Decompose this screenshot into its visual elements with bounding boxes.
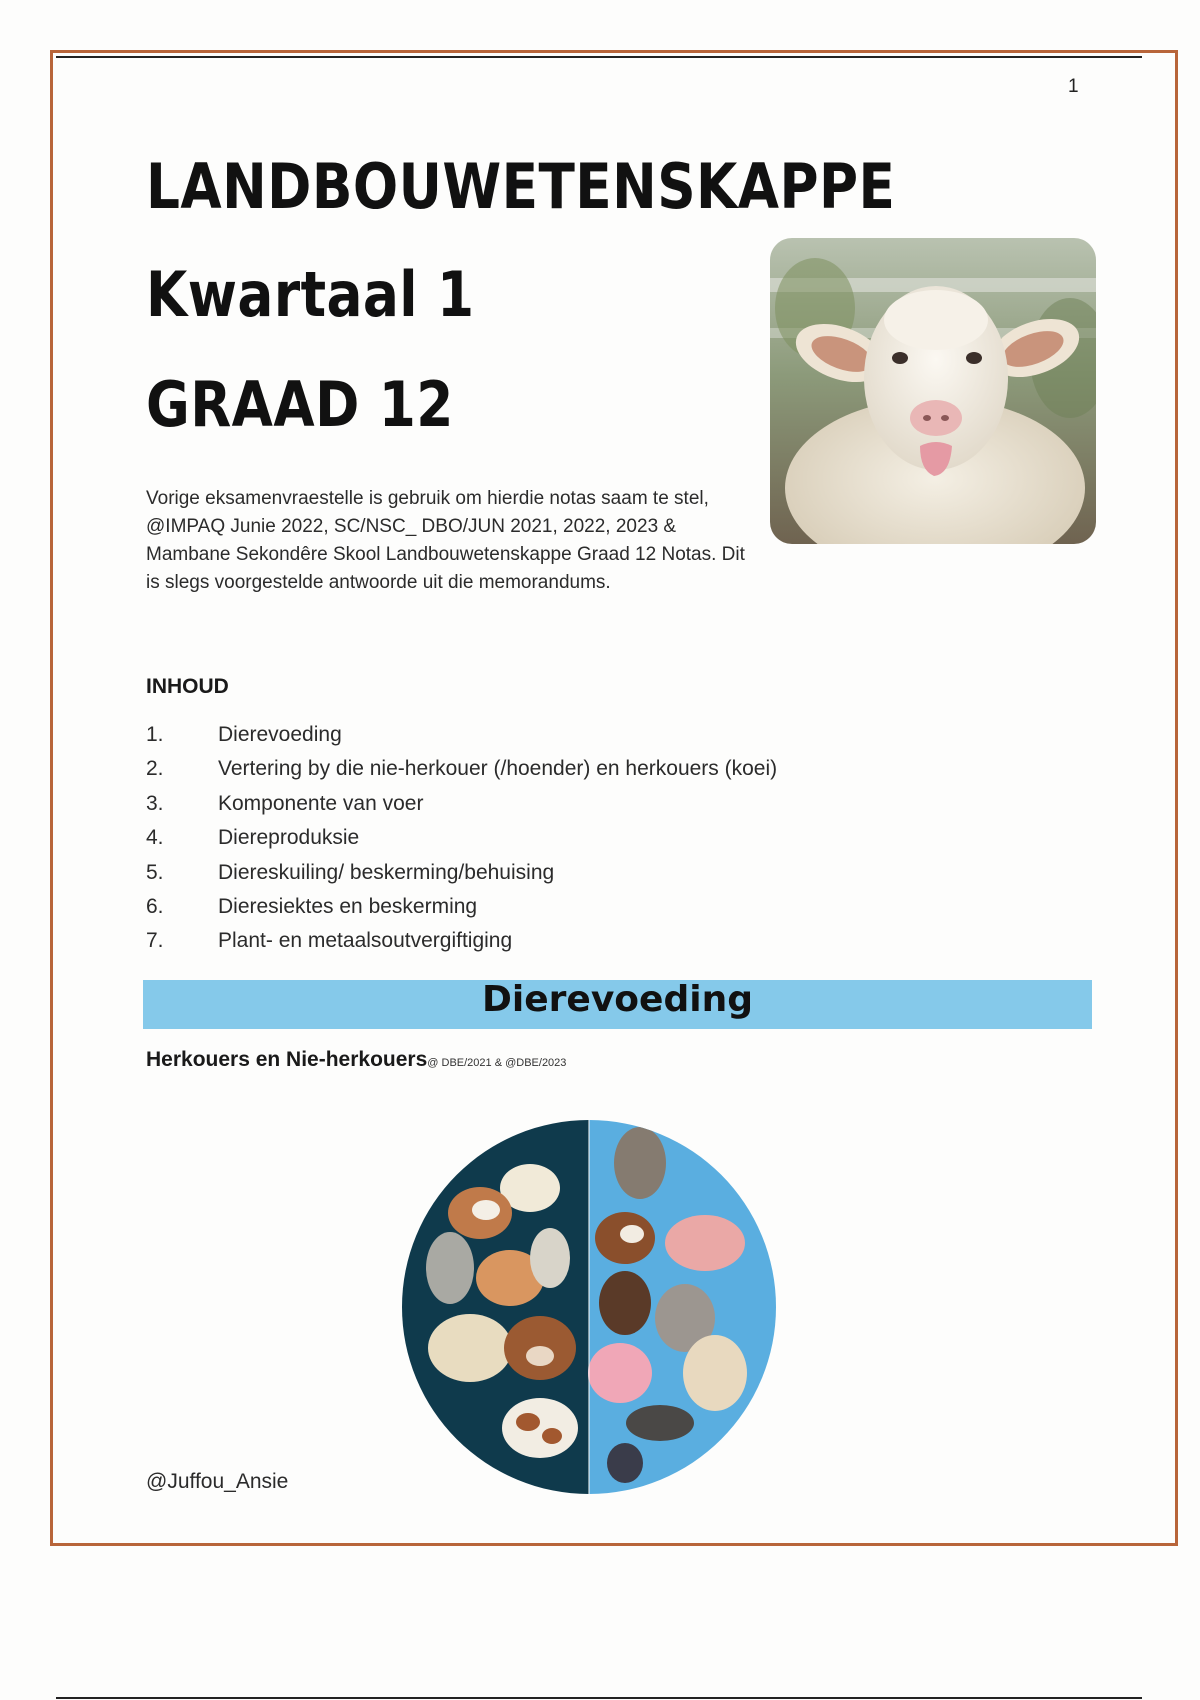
contents-heading: INHOUD: [146, 675, 229, 698]
list-item-label: Dierevoeding: [218, 723, 342, 746]
subheading-text: Herkouers en Nie-herkouers: [146, 1048, 428, 1071]
document-grade: GRAAD 12: [146, 368, 454, 441]
list-item: [146, 723, 1046, 757]
list-item: [146, 929, 1046, 963]
sheep-photo: [770, 238, 1096, 544]
contents-list: [146, 723, 1046, 964]
list-item-number: 4.: [146, 826, 164, 850]
list-item-label: Vertering by die nie-herkouer (/hoender) en herkouers (koei): [218, 757, 778, 781]
document-title: LANDBOUWETENSKAPPE: [146, 150, 896, 223]
list-item-number: 3.: [146, 791, 164, 815]
list-item: [146, 757, 1046, 791]
list-item: [146, 792, 1046, 826]
list-item: [146, 826, 1046, 860]
bottom-rule: [56, 1697, 1142, 1699]
page-number: 1: [1068, 76, 1079, 97]
list-item-label: Komponente van voer: [218, 791, 424, 815]
list-item-label: Diereskuiling/ beskerming/behuising: [218, 860, 555, 884]
list-item-label: Plant- en metaalsoutvergiftiging: [218, 929, 513, 953]
document-term: Kwartaal 1: [146, 258, 475, 331]
list-item: [146, 895, 1046, 929]
list-item-number: 6.: [146, 894, 164, 918]
list-item-number: 1.: [146, 723, 164, 746]
list-item-label: Dieresiektes en beskerming: [218, 894, 478, 918]
section-banner: [143, 980, 1092, 1029]
ruminant-animal-circle: [400, 1118, 778, 1496]
author-handle: @Juffou_Ansie: [146, 1470, 289, 1493]
list-item-number: 2.: [146, 757, 164, 781]
list-item-number: 7.: [146, 929, 164, 953]
list-item-number: 5.: [146, 860, 164, 884]
intro-paragraph: Vorige eksamenvraestelle is gebruik om hierdie notas saam te stel, @IMPAQ Junie 2022, SC/NSC_ DBO/JUN 2021, 2022, 2023 & Mambane Sekondêre Skool Landbouwetenskappe Graad 12 Notas. Dit is slegs voorgestelde antwoorde uit die memorandums.: [146, 488, 745, 593]
list-item-label: Diereproduksie: [218, 826, 360, 850]
section-title: Dierevoeding: [482, 979, 753, 1020]
top-rule: [56, 56, 1142, 58]
subheading-source: @ DBE/2021 & @DBE/2023: [427, 1057, 567, 1069]
section-subheading: [146, 1048, 566, 1072]
list-item: [146, 861, 1046, 895]
